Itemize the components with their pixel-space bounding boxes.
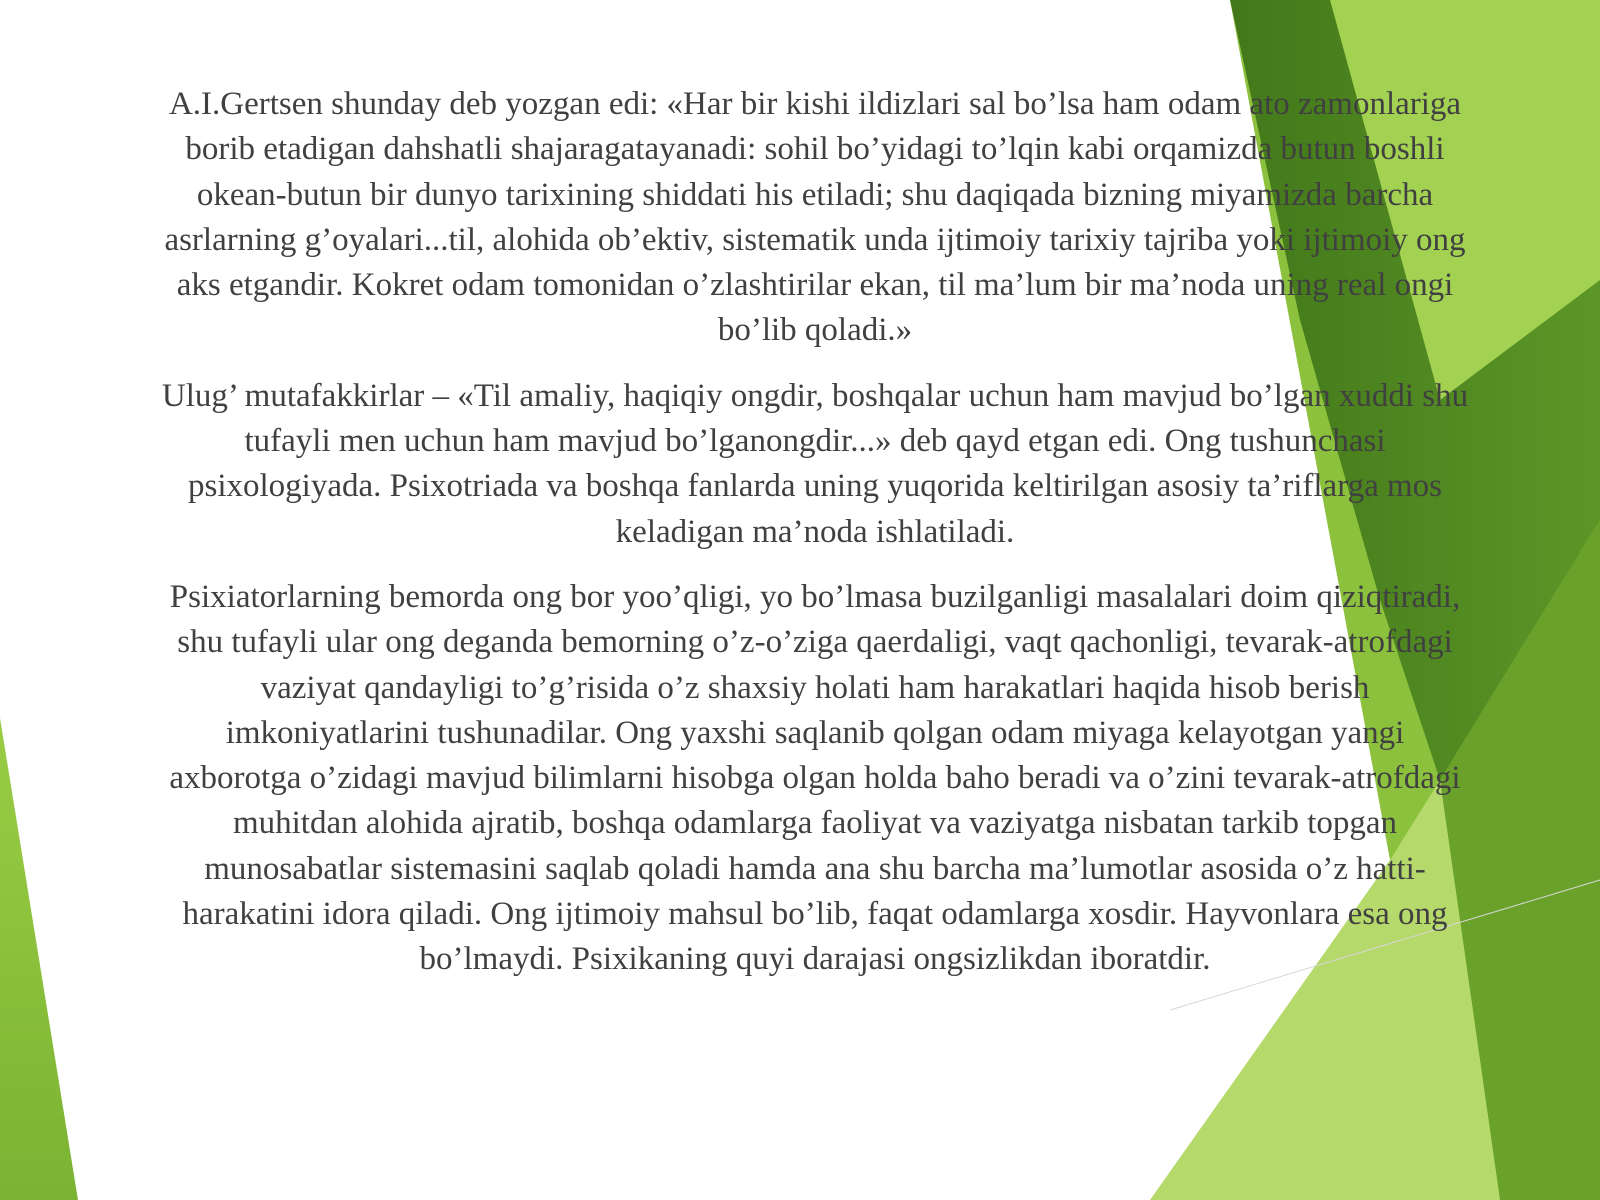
paragraph-gertsen-quote: A.I.Gertsen shunday deb yozgan edi: «Har bir kishi ildizlari sal bo’lsa ham odam ato zamonlariga borib etadigan dahshatli shajaragatayanadi: sohil bo’yidagi to’lqin kabi orqamizda butun boshli okean-butun bir dunyo tarixining shiddati his etiladi; shu daqiqada bizning miyamizda barcha asrlarning g’oyalari...til, alohida ob’ektiv, sistematik unda ijtimoiy tarixiy tajriba yoki ijtimoiy ong aks etgandir. Kokret odam tomonidan o’zlashtirilar ekan, til ma’lum bir ma’noda uning real ongi bo’lib qoladi.» [164,86,1466,349]
left-triangle-shape [0,718,78,1200]
slide-text-body [160,82,1470,1003]
paragraph-psychiatrists: Psixiatorlarning bemorda ong bor yoo’qligi, yo bo’lmasa buzilganligi masalalari doim qiziqtiradi, shu tufayli ular ong deganda bemorning o’z-o’ziga qaerdaligi, vaqt qachonligi, tevarak-atrofdagi vaziyat qandayligi to’g’risida o’z shaxsiy holati ham harakatlari haqida hisob berish imkoniyatlarini tushunadilar. Ong yaxshi saqlanib qolgan odam miyaga kelayotgan yangi axborotga o’zidagi mavjud bilimlarni hisobga olgan holda baho beradi va o’zini tevarak-atrofdagi muhitdan alohida ajratib, boshqa odamlarga faoliyat va vaziyatga nisbatan tarkib topgan munosabatlar sistemasini saqlab qoladi hamda ana shu barcha ma’lumotlar asosida o’z hatti-harakatini idora qiladi. Ong ijtimoiy mahsul bo’lib, faqat odamlarga xosdir. Hayvonlara esa ong bo’lmaydi. Psixikaning quyi darajasi ongsizlikdan iboratdir. [169,578,1461,978]
paragraph-thinkers-quote: Ulug’ mutafakkirlar – «Til amaliy, haqiqiy ongdir, boshqalar uchun ham mavjud bo’lgan xuddi shu tufayli men uchun ham mavjud bo’lganongdir...» deb qayd etgan edi. Ong tushunchasi psixologiyada. Psixotriada va boshqa fanlarda uning yuqorida keltirilgan asosiy ta’riflarga mos keladigan ma’noda ishlatiladi. [161,377,1469,550]
